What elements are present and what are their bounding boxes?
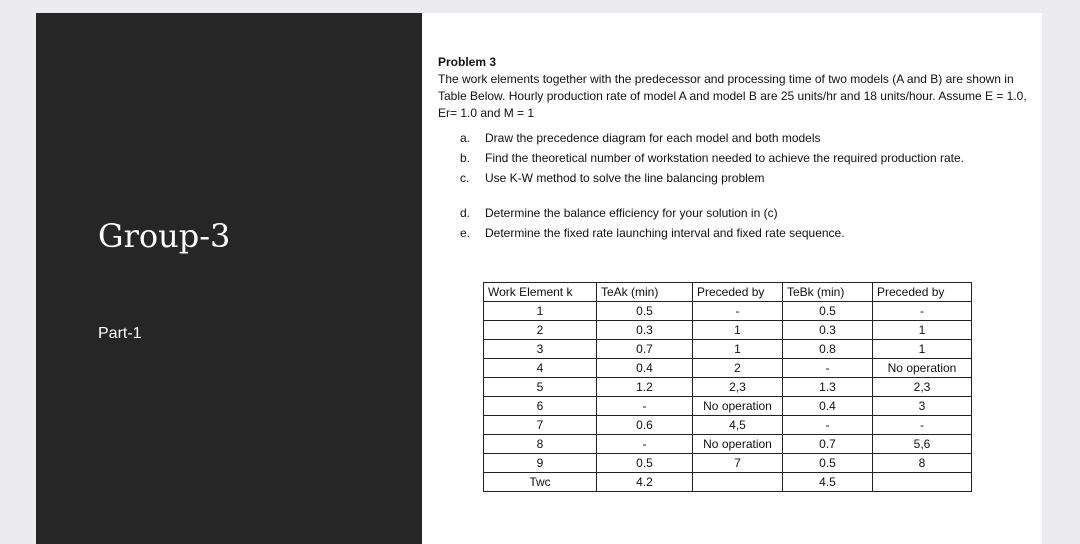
table-cell: 8 bbox=[873, 454, 972, 473]
table-cell: 4.2 bbox=[597, 473, 693, 492]
table-cell: - bbox=[783, 359, 873, 378]
table-total-row bbox=[484, 473, 972, 492]
problem-image-panel bbox=[422, 13, 1042, 544]
task-letter: a. bbox=[460, 131, 471, 145]
header-preceded-by-a: Preceded by bbox=[693, 283, 783, 302]
table-cell: 1 bbox=[693, 340, 783, 359]
table-cell: 2 bbox=[693, 359, 783, 378]
table-cell: 1.2 bbox=[597, 378, 693, 397]
problem-heading: Problem 3 bbox=[438, 55, 497, 69]
table-cell: 1 bbox=[693, 321, 783, 340]
problem-text bbox=[438, 54, 1028, 245]
table-row bbox=[484, 454, 972, 473]
task-text: Determine the balance efficiency for your solution in (c) bbox=[485, 206, 778, 220]
table-cell: 7 bbox=[484, 416, 597, 435]
table-cell: 0.5 bbox=[597, 454, 693, 473]
task-item-b bbox=[438, 150, 1028, 167]
table-cell: 1 bbox=[484, 302, 597, 321]
task-item-d bbox=[438, 205, 1028, 222]
table-cell: 0.7 bbox=[597, 340, 693, 359]
task-letter: e. bbox=[460, 226, 471, 240]
task-item-e bbox=[438, 225, 1028, 242]
table-cell: 0.3 bbox=[783, 321, 873, 340]
table-row bbox=[484, 435, 972, 454]
table-cell: 0.4 bbox=[783, 397, 873, 416]
table-cell: 0.5 bbox=[597, 302, 693, 321]
table-cell: 1 bbox=[873, 321, 972, 340]
table-cell: 1 bbox=[873, 340, 972, 359]
table-cell: 0.8 bbox=[783, 340, 873, 359]
task-letter: c. bbox=[460, 171, 470, 185]
table-cell: 4.5 bbox=[783, 473, 873, 492]
table-cell: - bbox=[783, 416, 873, 435]
problem-statement: The work elements together with the predecessor and processing time of two models (A and B) are shown in Table Below. Hourly production rate of model A and model B are 25 units/hr and 18 units/hour. Assume E = 1.0, Er= 1.0 and M = 1 bbox=[438, 72, 1027, 120]
header-preceded-by-b: Preceded by bbox=[873, 283, 972, 302]
slide-left-panel bbox=[36, 13, 422, 544]
table-cell: 5,6 bbox=[873, 435, 972, 454]
part-label: Part-1 bbox=[98, 325, 142, 342]
table-cell: 0.4 bbox=[597, 359, 693, 378]
table-cell: - bbox=[597, 435, 693, 454]
table-cell: - bbox=[693, 302, 783, 321]
table-cell bbox=[693, 473, 783, 492]
table-row bbox=[484, 359, 972, 378]
table-cell: - bbox=[597, 397, 693, 416]
table-row bbox=[484, 340, 972, 359]
table-cell: No operation bbox=[693, 435, 783, 454]
table-cell: 6 bbox=[484, 397, 597, 416]
table-row bbox=[484, 321, 972, 340]
header-time-b: TeBk (min) bbox=[783, 283, 873, 302]
task-text: Use K-W method to solve the line balancing problem bbox=[485, 171, 765, 185]
table-cell: 8 bbox=[484, 435, 597, 454]
table-cell: 4,5 bbox=[693, 416, 783, 435]
table-cell: 5 bbox=[484, 378, 597, 397]
header-time-a: TeAk (min) bbox=[597, 283, 693, 302]
table-cell: 0.5 bbox=[783, 302, 873, 321]
table-cell: 1.3 bbox=[783, 378, 873, 397]
task-item-c bbox=[438, 170, 1028, 187]
table-row bbox=[484, 302, 972, 321]
table-cell: 9 bbox=[484, 454, 597, 473]
table-cell bbox=[873, 473, 972, 492]
table-cell: 2,3 bbox=[873, 378, 972, 397]
table-cell: 0.7 bbox=[783, 435, 873, 454]
table-cell: 7 bbox=[693, 454, 783, 473]
table-row bbox=[484, 397, 972, 416]
task-text: Find the theoretical number of workstation needed to achieve the required production rate. bbox=[485, 151, 964, 165]
table-header-row bbox=[484, 283, 972, 302]
table-cell: 0.6 bbox=[597, 416, 693, 435]
table-row bbox=[484, 378, 972, 397]
table-cell: 4 bbox=[484, 359, 597, 378]
table-cell: 2 bbox=[484, 321, 597, 340]
group-title: Group-3 bbox=[98, 217, 231, 255]
table-cell: 0.5 bbox=[783, 454, 873, 473]
task-letter: b. bbox=[460, 151, 471, 165]
task-text: Determine the fixed rate launching interval and fixed rate sequence. bbox=[485, 226, 845, 240]
table-cell: 3 bbox=[484, 340, 597, 359]
task-item-a bbox=[438, 130, 1028, 147]
table-cell: - bbox=[873, 416, 972, 435]
table-cell: 3 bbox=[873, 397, 972, 416]
table-cell: Twc bbox=[484, 473, 597, 492]
table-cell: - bbox=[873, 302, 972, 321]
table-cell: No operation bbox=[693, 397, 783, 416]
header-work-element: Work Element k bbox=[484, 283, 597, 302]
task-text: Draw the precedence diagram for each model and both models bbox=[485, 131, 821, 145]
task-letter: d. bbox=[460, 206, 471, 220]
table-cell: 0.3 bbox=[597, 321, 693, 340]
task-list bbox=[438, 130, 1028, 242]
table-row bbox=[484, 416, 972, 435]
work-element-table bbox=[483, 282, 972, 492]
top-strip bbox=[0, 0, 1080, 13]
table-cell: No operation bbox=[873, 359, 972, 378]
table-cell: 2,3 bbox=[693, 378, 783, 397]
